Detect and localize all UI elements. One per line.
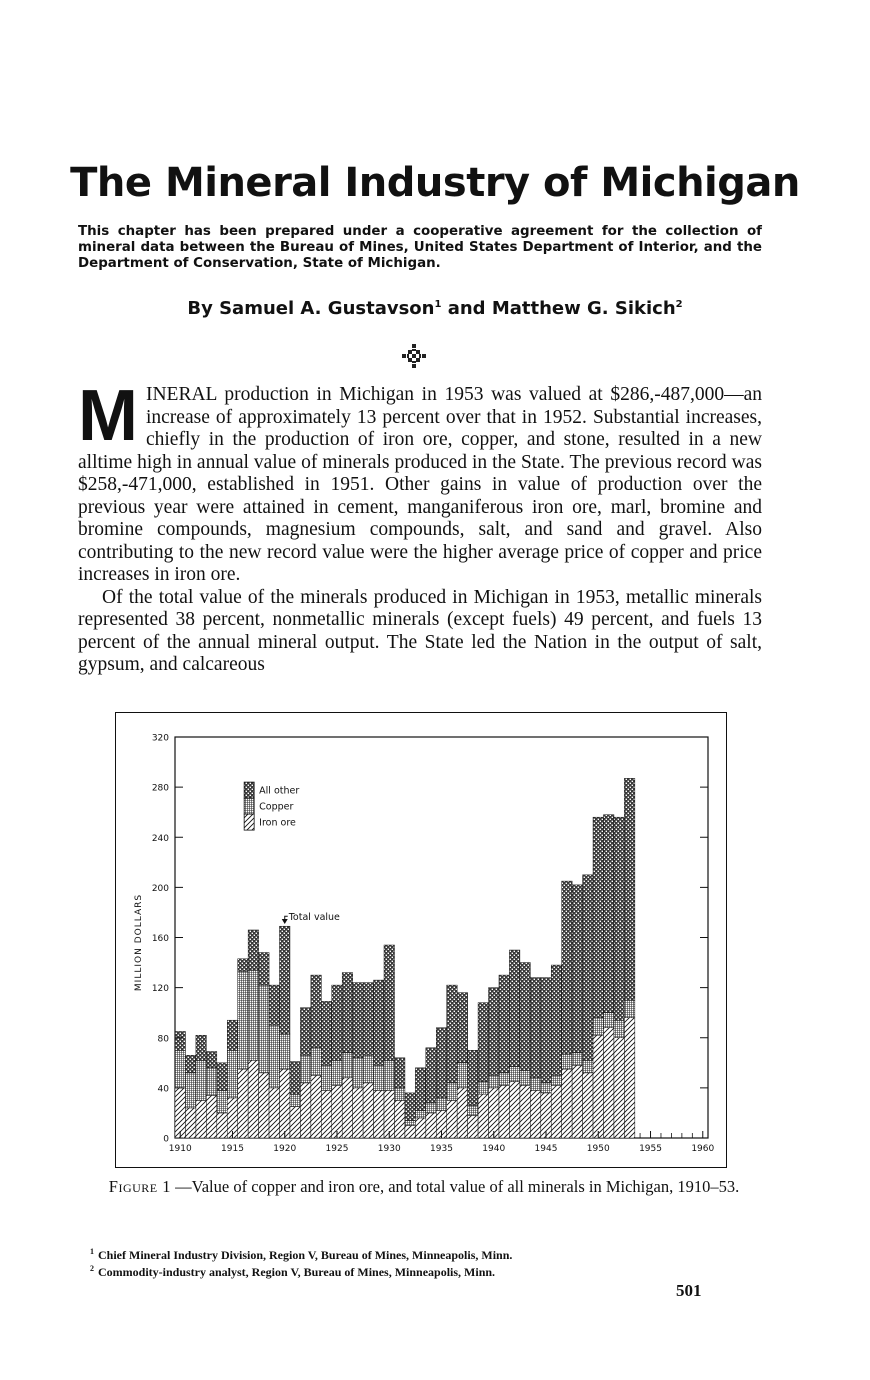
bar-copper-1944 xyxy=(530,1078,540,1091)
bar-copper-1926 xyxy=(342,1053,352,1078)
paragraph-1-text: INERAL production in Michigan in 1953 was valued at $286,-487,000—an increase of approximately 13 percent over that in 1952. Substantial increases, chiefly in the production of iron ore, copper, and stone, resulted in a new alltime high in annual value of minerals produced in the State. The previous record was $258,-471,000, established in 1951. Other gains in value of production over the previous year were attained in cement, manganiferous iron ore, marl, bromine and bromine compounds, magnesium compounds, salt, and sand and gravel. Also contributing to the new record value were the higher average price of copper and price increases in iron ore. xyxy=(78,384,762,585)
bar-copper-1949 xyxy=(583,1060,593,1073)
footnote-mark: 2 xyxy=(90,1264,94,1273)
bar-copper-1933 xyxy=(415,1110,425,1118)
bar-copper-1951 xyxy=(603,1013,613,1028)
bar-copper-1939 xyxy=(478,1082,488,1095)
section-ornament-icon xyxy=(400,342,428,370)
bar-copper-1918 xyxy=(259,985,269,1073)
bar-iron-ore-1937 xyxy=(457,1088,467,1138)
bar-all-other-1912 xyxy=(196,1035,206,1060)
y-tick-label: 200 xyxy=(151,883,169,894)
bar-iron-ore-1926 xyxy=(342,1078,352,1138)
bar-all-other-1950 xyxy=(593,817,603,1018)
bar-all-other-1947 xyxy=(562,881,572,1054)
bar-all-other-1923 xyxy=(311,975,321,1048)
bar-copper-1916 xyxy=(238,971,248,1069)
bar-copper-1923 xyxy=(311,1048,321,1076)
bar-iron-ore-1936 xyxy=(447,1100,457,1138)
bar-iron-ore-1913 xyxy=(206,1095,216,1138)
bar-all-other-1943 xyxy=(520,963,530,1071)
bar-copper-1912 xyxy=(196,1060,206,1100)
footnotes xyxy=(90,1245,750,1279)
bar-all-other-1949 xyxy=(583,875,593,1060)
article-body xyxy=(78,376,762,677)
byline-prefix: By Samuel A. Gustavson xyxy=(187,298,435,319)
bar-iron-ore-1948 xyxy=(572,1065,582,1138)
bar-iron-ore-1930 xyxy=(384,1090,394,1138)
bar-all-other-1913 xyxy=(206,1052,216,1068)
bar-copper-1922 xyxy=(300,1055,310,1083)
bar-iron-ore-1942 xyxy=(509,1082,519,1138)
bar-all-other-1914 xyxy=(217,1063,227,1091)
bar-copper-1947 xyxy=(562,1054,572,1069)
footnote-ref-1[interactable]: 1 xyxy=(434,299,442,310)
bar-iron-ore-1947 xyxy=(562,1069,572,1138)
bar-iron-ore-1910 xyxy=(175,1088,185,1138)
bar-copper-1919 xyxy=(269,1025,279,1088)
bar-copper-1927 xyxy=(353,1058,363,1088)
footnote-1 xyxy=(90,1245,750,1262)
legend-swatch-iron-ore xyxy=(244,814,254,830)
bar-all-other-1937 xyxy=(457,993,467,1063)
bar-all-other-1917 xyxy=(248,930,258,970)
bar-iron-ore-1939 xyxy=(478,1094,488,1138)
footnote-text: Chief Mineral Industry Division, Region V, Bureau of Mines, Minneapolis, Minn. xyxy=(98,1248,513,1262)
bar-copper-1936 xyxy=(447,1083,457,1101)
bar-copper-1929 xyxy=(374,1065,384,1090)
bar-all-other-1920 xyxy=(280,926,290,1034)
chapter-note: This chapter has been prepared under a cooperative agreement for the collection of mineral data between the Bureau of Mines, United States Department of Interior, and the Department of Conservation, State of Michigan. xyxy=(78,224,762,271)
bar-iron-ore-1944 xyxy=(530,1090,540,1138)
bar-all-other-1953 xyxy=(624,778,634,1000)
bar-iron-ore-1918 xyxy=(259,1073,269,1138)
figure-label: Figure 1 xyxy=(108,1177,172,1196)
bar-all-other-1951 xyxy=(603,815,613,1013)
bar-iron-ore-1952 xyxy=(614,1038,624,1138)
bar-iron-ore-1917 xyxy=(248,1060,258,1138)
bar-all-other-1933 xyxy=(415,1068,425,1111)
x-tick-label: 1930 xyxy=(377,1144,401,1154)
legend-swatch-all-other xyxy=(244,782,254,798)
bar-copper-1915 xyxy=(227,1050,237,1098)
x-tick-label: 1920 xyxy=(273,1144,297,1154)
bar-iron-ore-1931 xyxy=(394,1100,404,1138)
bar-all-other-1946 xyxy=(551,965,561,1075)
bar-copper-1910 xyxy=(175,1050,185,1088)
x-tick-label: 1940 xyxy=(482,1144,506,1154)
byline-mid: and Matthew G. Sikich xyxy=(441,298,676,319)
bar-iron-ore-1922 xyxy=(300,1083,310,1138)
bar-iron-ore-1946 xyxy=(551,1085,561,1138)
bar-iron-ore-1911 xyxy=(185,1108,195,1138)
page-title: The Mineral Industry of Michigan xyxy=(70,160,800,206)
annotation-total-value: Total value xyxy=(288,912,340,924)
bar-all-other-1928 xyxy=(363,983,373,1056)
footnote-2 xyxy=(90,1262,750,1279)
bar-copper-1940 xyxy=(489,1075,499,1088)
paragraph-1 xyxy=(78,376,762,587)
bar-copper-1935 xyxy=(436,1098,446,1111)
drop-cap: M xyxy=(78,376,138,456)
footnote-text: Commodity-industry analyst, Region V, Bureau of Mines, Minneapolis, Minn. xyxy=(98,1265,496,1279)
bar-all-other-1935 xyxy=(436,1028,446,1098)
legend-label-all-other: All other xyxy=(259,785,300,797)
stacked-bar-chart xyxy=(115,712,727,1168)
legend-swatch-copper xyxy=(244,798,254,814)
bar-all-other-1910 xyxy=(175,1031,185,1050)
bar-iron-ore-1929 xyxy=(374,1090,384,1138)
bar-copper-1945 xyxy=(541,1083,551,1093)
bar-iron-ore-1932 xyxy=(405,1125,415,1138)
bar-all-other-1911 xyxy=(185,1055,195,1073)
bar-copper-1937 xyxy=(457,1063,467,1088)
legend-label-iron-ore: Iron ore xyxy=(259,817,296,829)
bar-iron-ore-1919 xyxy=(269,1088,279,1138)
y-tick-label: 280 xyxy=(151,783,169,794)
bar-all-other-1945 xyxy=(541,978,551,1083)
bar-all-other-1927 xyxy=(353,983,363,1058)
y-tick-label: 320 xyxy=(151,733,169,744)
x-tick-label: 1955 xyxy=(639,1144,662,1154)
bar-copper-1928 xyxy=(363,1055,373,1083)
bar-all-other-1952 xyxy=(614,817,624,1020)
y-tick-label: 40 xyxy=(157,1084,169,1095)
bar-all-other-1925 xyxy=(332,985,342,1060)
y-tick-label: 160 xyxy=(151,934,169,944)
x-tick-label: 1950 xyxy=(586,1144,610,1154)
bar-all-other-1922 xyxy=(300,1008,310,1056)
bar-iron-ore-1914 xyxy=(217,1113,227,1138)
bar-iron-ore-1916 xyxy=(238,1069,248,1138)
bar-all-other-1940 xyxy=(489,988,499,1076)
bar-all-other-1915 xyxy=(227,1020,237,1050)
bar-copper-1924 xyxy=(321,1065,331,1090)
x-tick-label: 1960 xyxy=(691,1144,715,1154)
bar-all-other-1934 xyxy=(426,1048,436,1103)
bar-copper-1952 xyxy=(614,1020,624,1038)
bar-all-other-1931 xyxy=(394,1058,404,1088)
bar-copper-1911 xyxy=(185,1073,195,1108)
bar-all-other-1936 xyxy=(447,985,457,1083)
bar-copper-1930 xyxy=(384,1060,394,1090)
bar-copper-1942 xyxy=(509,1067,519,1082)
x-tick-label: 1915 xyxy=(221,1144,244,1154)
bar-iron-ore-1928 xyxy=(363,1083,373,1138)
bar-iron-ore-1950 xyxy=(593,1035,603,1138)
page-number: 501 xyxy=(676,1281,702,1300)
bar-copper-1953 xyxy=(624,1000,634,1018)
y-tick-label: 240 xyxy=(151,833,169,844)
y-axis-label: MILLION DOLLARS xyxy=(134,893,144,992)
bar-iron-ore-1933 xyxy=(415,1118,425,1138)
bar-iron-ore-1943 xyxy=(520,1085,530,1138)
bar-copper-1943 xyxy=(520,1070,530,1085)
author-byline xyxy=(0,298,870,319)
bar-iron-ore-1951 xyxy=(603,1028,613,1138)
bar-copper-1931 xyxy=(394,1088,404,1101)
bar-iron-ore-1941 xyxy=(499,1085,509,1138)
bar-all-other-1941 xyxy=(499,975,509,1073)
x-tick-label: 1925 xyxy=(325,1144,349,1154)
bar-copper-1921 xyxy=(290,1094,300,1107)
bar-all-other-1932 xyxy=(405,1093,415,1121)
annotation-arrowhead xyxy=(282,919,288,924)
bar-copper-1914 xyxy=(217,1090,227,1113)
bar-all-other-1930 xyxy=(384,945,394,1060)
bar-iron-ore-1934 xyxy=(426,1113,436,1138)
bar-copper-1917 xyxy=(248,970,258,1060)
bar-all-other-1921 xyxy=(290,1062,300,1095)
x-tick-label: 1910 xyxy=(168,1144,192,1154)
bar-iron-ore-1920 xyxy=(280,1069,290,1138)
x-tick-label: 1945 xyxy=(534,1144,558,1154)
bar-iron-ore-1927 xyxy=(353,1088,363,1138)
footnote-ref-2[interactable]: 2 xyxy=(675,299,683,310)
bar-copper-1941 xyxy=(499,1073,509,1086)
bar-all-other-1938 xyxy=(468,1050,478,1105)
bar-iron-ore-1953 xyxy=(624,1018,634,1138)
y-tick-label: 120 xyxy=(151,984,169,995)
y-tick-label: 0 xyxy=(163,1134,169,1145)
bar-all-other-1939 xyxy=(478,1003,488,1082)
bar-copper-1946 xyxy=(551,1075,561,1085)
bar-copper-1913 xyxy=(206,1068,216,1096)
y-tick-label: 80 xyxy=(157,1034,169,1045)
bar-iron-ore-1921 xyxy=(290,1107,300,1138)
bar-all-other-1916 xyxy=(238,959,248,972)
bar-iron-ore-1938 xyxy=(468,1115,478,1138)
paragraph-2: Of the total value of the minerals produced in Michigan in 1953, metallic minerals represented 38 percent, nonmetallic minerals (except fuels) 49 percent, and fuels 13 percent of the annual mineral output. The State led the Nation in the output of salt, gypsum, and calcareous xyxy=(78,586,762,675)
bar-iron-ore-1949 xyxy=(583,1073,593,1138)
bar-copper-1932 xyxy=(405,1120,415,1125)
bar-copper-1934 xyxy=(426,1103,436,1113)
bar-copper-1920 xyxy=(280,1034,290,1069)
bar-copper-1950 xyxy=(593,1018,603,1036)
bar-all-other-1926 xyxy=(342,973,352,1053)
bar-iron-ore-1925 xyxy=(332,1085,342,1138)
footnote-mark: 1 xyxy=(90,1247,94,1256)
bar-copper-1925 xyxy=(332,1060,342,1085)
bar-iron-ore-1923 xyxy=(311,1075,321,1138)
bar-copper-1938 xyxy=(468,1105,478,1115)
bar-all-other-1948 xyxy=(572,885,582,1053)
bar-all-other-1924 xyxy=(321,1001,331,1065)
bar-all-other-1944 xyxy=(530,978,540,1078)
bar-all-other-1919 xyxy=(269,985,279,1025)
bar-iron-ore-1912 xyxy=(196,1100,206,1138)
figure-caption-text: —Value of copper and iron ore, and total value of all minerals in Michigan, 1910–53. xyxy=(171,1177,740,1196)
figure-caption xyxy=(84,1178,764,1196)
bar-iron-ore-1940 xyxy=(489,1088,499,1138)
bar-all-other-1929 xyxy=(374,980,384,1065)
legend-label-copper: Copper xyxy=(259,801,294,813)
bar-all-other-1918 xyxy=(259,953,269,986)
bar-copper-1948 xyxy=(572,1053,582,1066)
x-tick-label: 1935 xyxy=(430,1144,453,1154)
bar-iron-ore-1924 xyxy=(321,1090,331,1138)
bar-all-other-1942 xyxy=(509,950,519,1067)
